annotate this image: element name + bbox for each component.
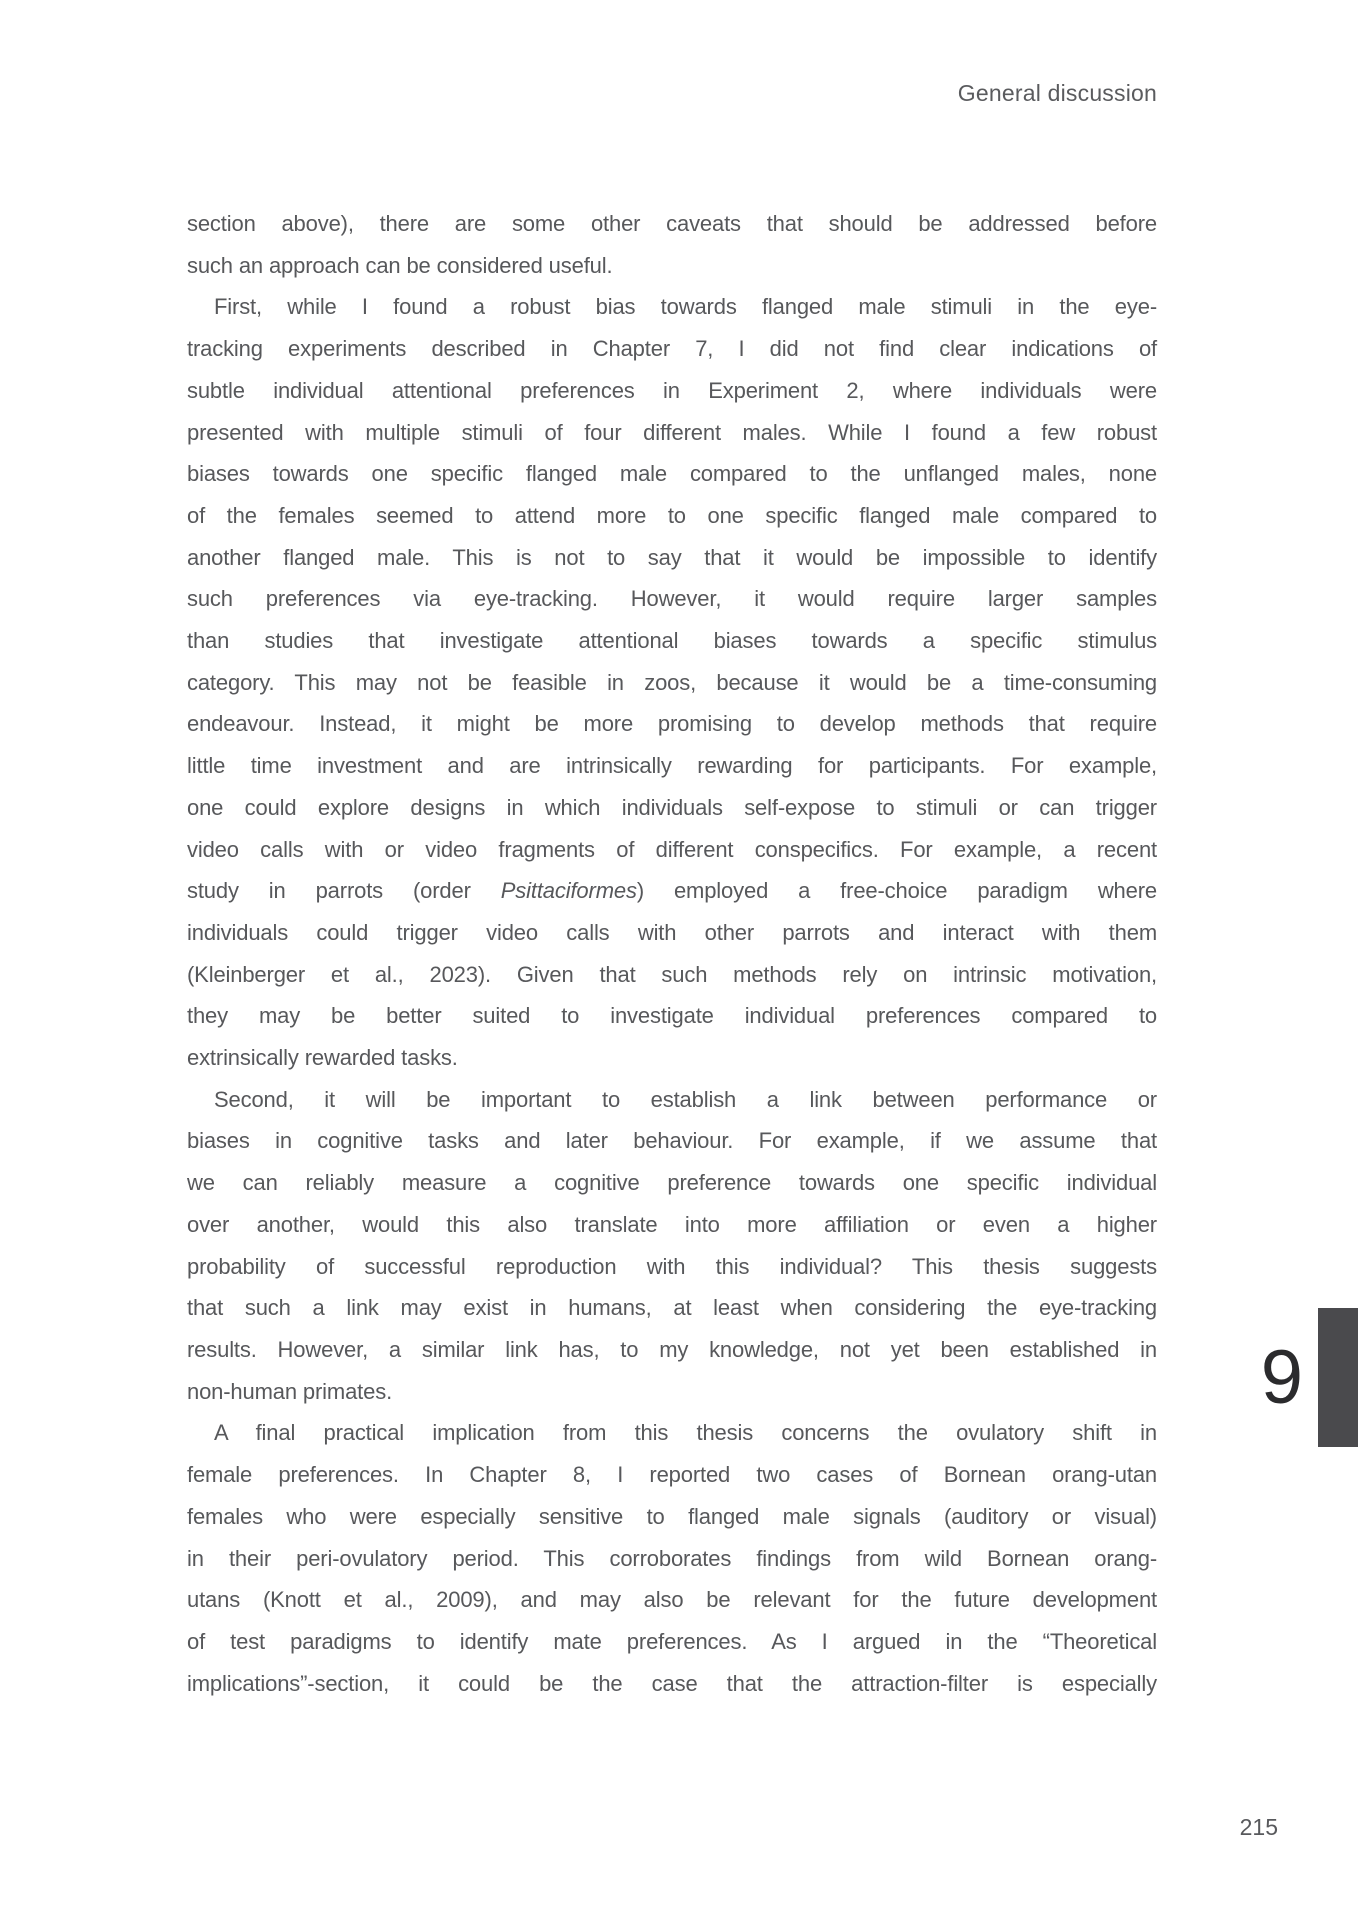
text-line xyxy=(187,1621,1157,1663)
text-segment: (Kleinberger et al., 2023). Given that such methods rely on intrinsic motivation, xyxy=(187,961,1157,987)
text-line xyxy=(187,495,1157,537)
text-segment: results. However, a similar link has, to my knowledge, not yet been established in xyxy=(187,1336,1157,1362)
text-line xyxy=(187,286,1157,328)
text-line xyxy=(187,912,1157,954)
text-line xyxy=(187,703,1157,745)
text-line xyxy=(187,870,1157,912)
text-line xyxy=(187,954,1157,996)
text-segment: Second, it will be important to establish a link between performance or xyxy=(214,1086,1157,1112)
text-segment: such preferences via eye-tracking. However, it would require larger samples xyxy=(187,586,1157,612)
text-line xyxy=(187,1120,1157,1162)
paragraph xyxy=(187,203,1157,286)
chapter-number: 9 xyxy=(1260,1334,1303,1420)
text-line xyxy=(187,620,1157,662)
text-segment: of test paradigms to identify mate preferences. As I argued in the “Theoretical xyxy=(187,1628,1157,1654)
text-line xyxy=(187,1496,1157,1538)
text-segment: implications”-section, it could be the case that the attraction-filter is especially xyxy=(187,1670,1157,1696)
text-segment: utans (Knott et al., 2009), and may also be relevant for the future development xyxy=(187,1587,1157,1613)
text-segment: little time investment and are intrinsically rewarding for participants. For example, xyxy=(187,753,1157,779)
text-line xyxy=(187,745,1157,787)
text-line xyxy=(187,245,1157,287)
text-line xyxy=(187,787,1157,829)
text-segment: biases towards one specific flanged male compared to the unflanged males, none xyxy=(187,461,1157,487)
text-segment: A final practical implication from this thesis concerns the ovulatory shift in xyxy=(214,1420,1157,1446)
text-line xyxy=(187,1037,1157,1079)
text-line xyxy=(187,995,1157,1037)
text-line xyxy=(187,370,1157,412)
text-line xyxy=(187,1579,1157,1621)
text-line xyxy=(187,203,1157,245)
page-number: 215 xyxy=(1239,1814,1278,1840)
text-segment: such an approach can be considered useful. xyxy=(187,252,613,278)
text-segment: that such a link may exist in humans, at least when considering the eye-tracking xyxy=(187,1295,1157,1321)
text-segment: non-human primates. xyxy=(187,1378,393,1404)
text-segment: we can reliably measure a cognitive preference towards one specific individual xyxy=(187,1170,1157,1196)
text-segment: over another, would this also translate into more affiliation or even a higher xyxy=(187,1211,1157,1237)
text-segment: of the females seemed to attend more to one specific flanged male compared to xyxy=(187,502,1157,528)
text-line xyxy=(187,1663,1157,1705)
paragraph xyxy=(187,1079,1157,1413)
text-line xyxy=(187,1204,1157,1246)
text-segment: another flanged male. This is not to say that it would be impossible to identify xyxy=(187,544,1157,570)
paragraph xyxy=(187,1412,1157,1704)
text-segment: female preferences. In Chapter 8, I reported two cases of Bornean orang-utan xyxy=(187,1462,1157,1488)
text-segment: ) employed a free-choice paradigm where xyxy=(636,878,1157,904)
species-name-italic: Psittaciformes xyxy=(500,878,637,904)
text-segment: study in parrots (order xyxy=(187,878,501,904)
text-segment: category. This may not be feasible in zoos, because it would be a time-consuming xyxy=(187,669,1157,695)
text-segment: subtle individual attentional preferences in Experiment 2, where individuals were xyxy=(187,377,1157,403)
text-line xyxy=(187,537,1157,579)
text-segment: individuals could trigger video calls with other parrots and interact with them xyxy=(187,919,1157,945)
text-segment: First, while I found a robust bias towards flanged male stimuli in the eye- xyxy=(214,294,1157,320)
text-segment: endeavour. Instead, it might be more promising to develop methods that require xyxy=(187,711,1157,737)
text-line xyxy=(187,1162,1157,1204)
running-header: General discussion xyxy=(957,80,1157,106)
text-segment: one could explore designs in which individuals self-expose to stimuli or can trigger xyxy=(187,794,1157,820)
text-segment: presented with multiple stimuli of four different males. While I found a few robust xyxy=(187,419,1157,445)
text-line xyxy=(187,1329,1157,1371)
paragraph xyxy=(187,286,1157,1078)
text-line xyxy=(187,1371,1157,1413)
text-segment: extrinsically rewarded tasks. xyxy=(187,1045,458,1071)
text-line xyxy=(187,328,1157,370)
text-block xyxy=(187,203,1157,1704)
text-line xyxy=(187,412,1157,454)
text-segment: section above), there are some other caveats that should be addressed before xyxy=(187,211,1157,236)
text-segment: biases in cognitive tasks and later behaviour. For example, if we assume that xyxy=(187,1128,1157,1154)
text-line xyxy=(187,453,1157,495)
text-segment: tracking experiments described in Chapter 7, I did not find clear indications of xyxy=(187,336,1157,362)
text-segment: than studies that investigate attentional biases towards a specific stimulus xyxy=(187,628,1157,654)
text-segment: they may be better suited to investigate individual preferences compared to xyxy=(187,1003,1157,1029)
text-line xyxy=(187,578,1157,620)
text-segment: in their peri-ovulatory period. This corroborates findings from wild Bornean orang- xyxy=(187,1545,1157,1571)
text-segment: video calls with or video fragments of different conspecifics. For example, a recent xyxy=(187,836,1157,862)
text-line xyxy=(187,662,1157,704)
text-line xyxy=(187,1246,1157,1288)
text-segment: probability of successful reproduction with this individual? This thesis suggests xyxy=(187,1253,1157,1279)
text-line xyxy=(187,829,1157,871)
text-line xyxy=(187,1538,1157,1580)
text-line xyxy=(187,1412,1157,1454)
chapter-tab-bar xyxy=(1318,1308,1358,1447)
text-line xyxy=(187,1454,1157,1496)
text-segment: females who were especially sensitive to flanged male signals (auditory or visual) xyxy=(187,1503,1157,1529)
text-line xyxy=(187,1079,1157,1121)
text-line xyxy=(187,1287,1157,1329)
